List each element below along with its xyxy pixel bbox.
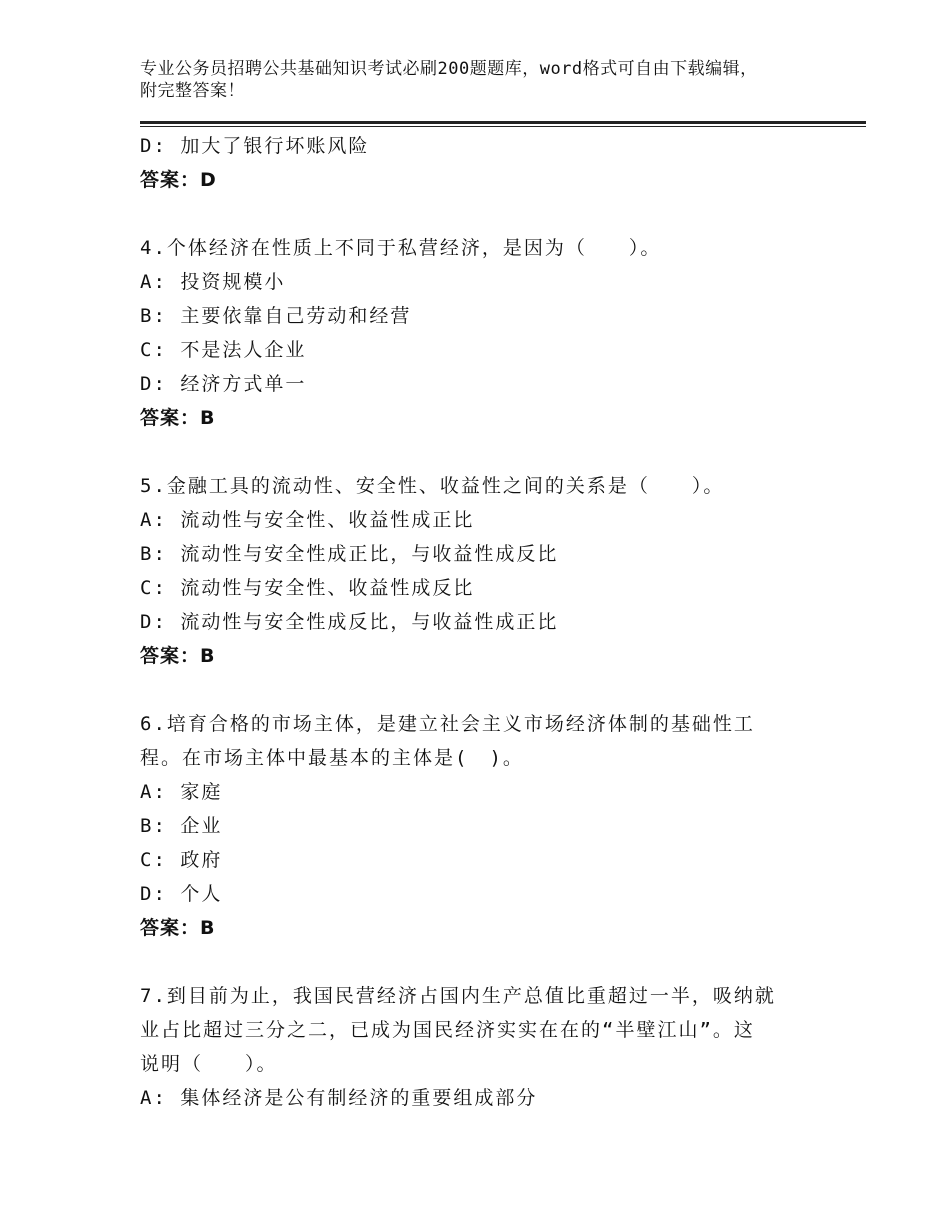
question-block-4 bbox=[140, 231, 820, 435]
option-c: C: 流动性与安全性、收益性成反比 bbox=[140, 577, 475, 599]
question-block-5 bbox=[140, 469, 820, 673]
question-stem: 5.金融工具的流动性、安全性、收益性之间的关系是（ ）。 bbox=[140, 475, 725, 497]
question-stem-line-1: 6.培育合格的市场主体，是建立社会主义市场经济体制的基础性工 bbox=[140, 713, 755, 735]
question-stem: 4.个体经济在性质上不同于私营经济，是因为（ ）。 bbox=[140, 237, 662, 259]
option-c: C: 不是法人企业 bbox=[140, 339, 307, 361]
answer-text: 答案：B bbox=[140, 645, 216, 667]
option-a: A: 集体经济是公有制经济的重要组成部分 bbox=[140, 1087, 538, 1109]
spacer bbox=[140, 945, 820, 979]
question-stem-line-3: 说明（ ）。 bbox=[140, 1053, 278, 1075]
header-divider-thick bbox=[140, 121, 866, 124]
question-block-7 bbox=[140, 979, 820, 1115]
option-d: D: 个人 bbox=[140, 883, 223, 905]
question-block-prev bbox=[140, 129, 820, 197]
header-line-2: 附完整答案！ bbox=[140, 81, 245, 101]
option-b: B: 企业 bbox=[140, 815, 223, 837]
option-b: B: 流动性与安全性成正比，与收益性成反比 bbox=[140, 543, 559, 565]
answer-text: 答案：B bbox=[140, 407, 216, 429]
answer-text: 答案：B bbox=[140, 917, 216, 939]
question-stem-line-2: 程。在市场主体中最基本的主体是( )。 bbox=[140, 747, 524, 769]
spacer bbox=[140, 673, 820, 707]
option-d: D: 流动性与安全性成反比，与收益性成正比 bbox=[140, 611, 559, 633]
page-header bbox=[140, 58, 820, 102]
option-d: D: 经济方式单一 bbox=[140, 373, 307, 395]
question-stem-line-2: 业占比超过三分之二，已成为国民经济实实在在的“半壁江山”。这 bbox=[140, 1019, 755, 1041]
option-a: A: 流动性与安全性、收益性成正比 bbox=[140, 509, 475, 531]
option-d: D: 加大了银行坏账风险 bbox=[140, 135, 370, 157]
header-line-1: 专业公务员招聘公共基础知识考试必刷200题题库，word格式可自由下载编辑， bbox=[140, 59, 758, 79]
spacer bbox=[140, 197, 820, 231]
question-block-6 bbox=[140, 707, 820, 945]
option-b: B: 主要依靠自己劳动和经营 bbox=[140, 305, 412, 327]
answer-text: 答案：D bbox=[140, 169, 217, 191]
option-c: C: 政府 bbox=[140, 849, 223, 871]
option-a: A: 投资规模小 bbox=[140, 271, 286, 293]
spacer bbox=[140, 435, 820, 469]
option-a: A: 家庭 bbox=[140, 781, 223, 803]
question-list bbox=[140, 129, 820, 1115]
question-stem-line-1: 7.到目前为止，我国民营经济占国内生产总值比重超过一半，吸纳就 bbox=[140, 985, 776, 1007]
header-divider-thin bbox=[140, 126, 866, 127]
